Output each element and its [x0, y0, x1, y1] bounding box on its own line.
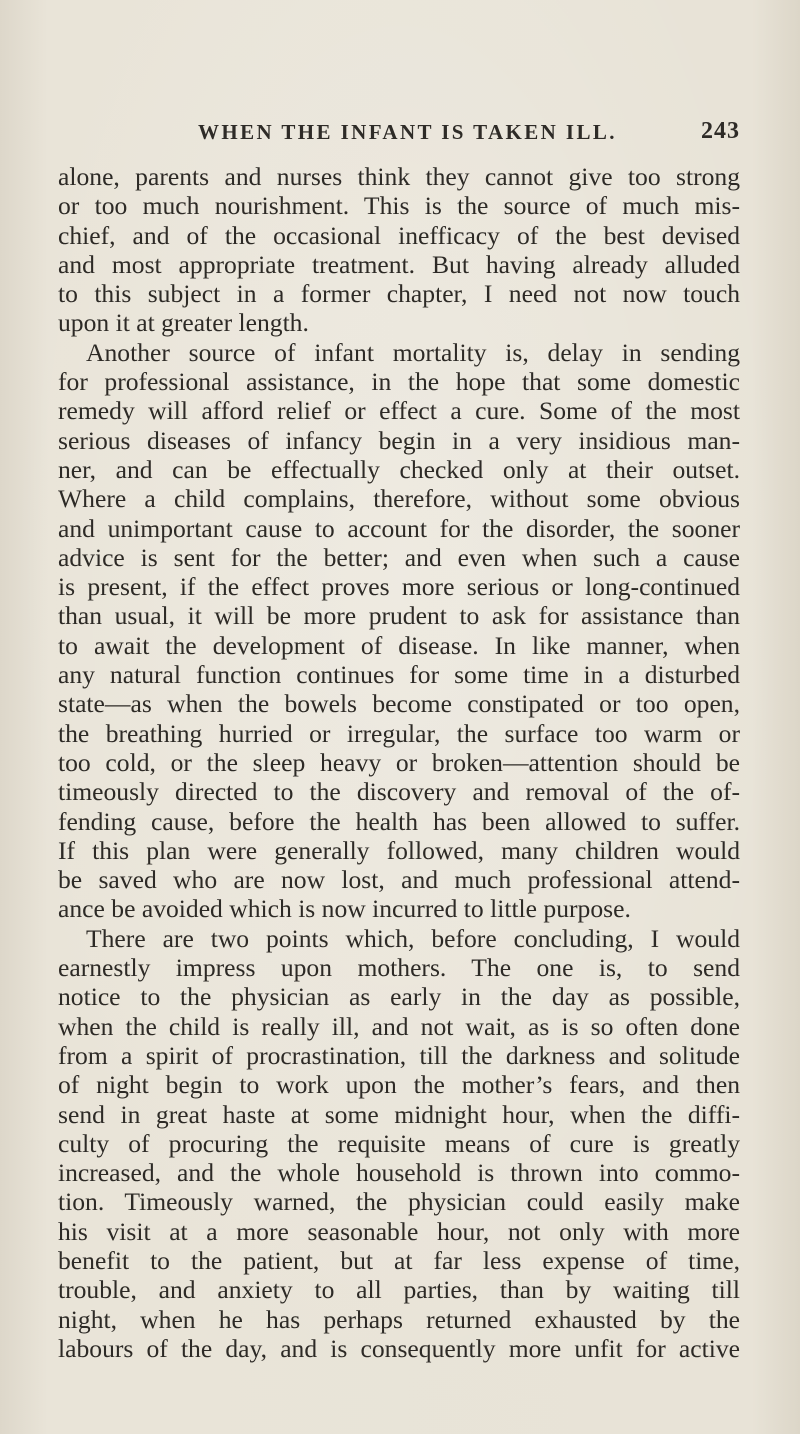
text-line: timeously directed to the discovery and removal of the of- [58, 777, 740, 807]
text-line: fending cause, before the health has been allowed to suffer. [58, 806, 740, 836]
text-line: alone, parents and nurses think they cannot give too strong [58, 162, 740, 191]
text-line: than usual, it will be more prudent to ask for assistance than [58, 601, 740, 631]
text-line: tion. Timeously warned, the physician could easily make [58, 1187, 740, 1217]
text-line: increased, and the whole household is thrown into commo- [58, 1158, 740, 1188]
text-line: and most appropriate treatment. But having already alluded [58, 249, 740, 279]
text-line: and unimportant cause to account for the disorder, the sooner [58, 513, 740, 543]
text-line: chief, and of the occasional inefficacy of the best devised [58, 220, 740, 250]
text-line: is present, if the effect proves more serious or long-continued [58, 572, 740, 602]
text-line: earnestly impress upon mothers. The one is, to send [58, 953, 740, 983]
text-line: the breathing hurried or irregular, the surface too warm or [58, 718, 740, 748]
running-title: WHEN THE INFANT IS TAKEN ILL. [198, 120, 617, 144]
text-line: his visit at a more seasonable hour, not only with more [58, 1216, 740, 1246]
text-line: trouble, and anxiety to all parties, than by waiting till [58, 1275, 740, 1305]
text-line: any natural function continues for some time in a disturbed [58, 660, 740, 690]
text-line: be saved who are now lost, and much professional attend- [58, 865, 740, 895]
text-line: send in great haste at some midnight hour, when the diffi- [58, 1099, 740, 1129]
paragraph-end-line: upon it at greater length. [58, 308, 309, 338]
text-line: night, when he has perhaps returned exhausted by the [58, 1304, 740, 1334]
text-line: state—as when the bowels become constipated or too open, [58, 689, 740, 719]
text-line: to await the development of disease. In like manner, when [58, 630, 740, 660]
text-line: notice to the physician as early in the day as possible, [58, 982, 740, 1012]
text-line: from a spirit of procrastination, till the darkness and solitude [58, 1040, 740, 1070]
text-line: or too much nourishment. This is the source of much mis- [58, 191, 740, 221]
paragraph-start-line: Another source of infant mortality is, delay in sending [86, 337, 740, 367]
text-line: Where a child complains, therefore, without some obvious [58, 484, 740, 514]
paragraph-start-line: There are two points which, before concluding, I would [86, 923, 740, 953]
text-line: too cold, or the sleep heavy or broken—attention should be [58, 747, 740, 777]
text-line: remedy will afford relief or effect a cure. Some of the most [58, 396, 740, 426]
text-line: serious diseases of infancy begin in a very insidious man- [58, 425, 740, 455]
running-head [198, 120, 740, 150]
text-line: of night begin to work upon the mother’s fears, and then [58, 1070, 740, 1100]
text-line: labours of the day, and is consequently more unfit for active [58, 1333, 740, 1363]
text-line: ner, and can be effectually checked only at their outset. [58, 454, 740, 484]
text-line: benefit to the patient, but at far less expense of time, [58, 1245, 740, 1275]
text-line: to this subject in a former chapter, I need not now touch [58, 279, 740, 309]
text-line: If this plan were generally followed, many children would [58, 835, 740, 865]
text-line: advice is sent for the better; and even when such a cause [58, 542, 740, 572]
page-number: 243 [701, 118, 740, 144]
body-text [58, 162, 740, 1363]
text-line: for professional assistance, in the hope that some domestic [58, 367, 740, 397]
text-line: culty of procuring the requisite means of cure is greatly [58, 1128, 740, 1158]
text-line: when the child is really ill, and not wait, as is so often done [58, 1011, 740, 1041]
paragraph-end-line: ance be avoided which is now incurred to little purpose. [58, 894, 631, 924]
